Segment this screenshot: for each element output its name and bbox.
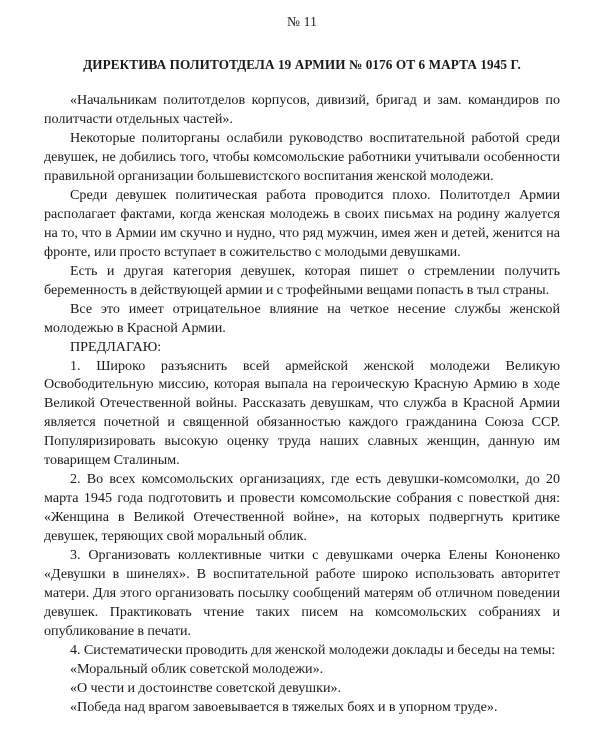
paragraph: 2. Во всех комсомольских организациях, где есть девушки-комсомолки, до 20 марта 1945 года подготовить и провести комсомольские собрания с повесткой дня: «Женщина в Великой Отечественной войне», на которых подвергнуть критике девушек, теряющих свой моральный облик.	[44, 471, 560, 545]
document-body	[44, 91, 560, 716]
paragraph-topic: «О чести и достоинстве советской девушки».	[70, 679, 342, 696]
paragraph: Некоторые политорганы ослабили руководство воспитательной работой среди девушек, не добились того, чтобы комсомольские работники учитывали особенности правильной организации большевистского воспитания женской молодежи.	[44, 130, 560, 184]
paragraph: Есть и другая категория девушек, которая пишет о стремлении получить беременность в действующей армии и с трофейными вещами попасть в тыл страны.	[44, 262, 560, 298]
paragraph: Все это имеет отрицательное влияние на четкое несение службы женской молодежью в Красной Армии.	[44, 300, 560, 336]
paragraph: 1. Широко разъяснить всей армейской женской молодежи Великую Освободительную миссию, которая выпала на героическую Красную Армию в ходе Великой Отечественной войны. Рассказать девушкам, что служба в Красной Армии является почетной и священной обязанностью каждого гражданина Союза ССР. Популяризировать высокую оценку труда наших славных женщин, данную им товарищем Сталиным.	[44, 357, 560, 469]
paragraph: 4. Систематически проводить для женской молодежи доклады и беседы на темы:	[70, 641, 556, 658]
paragraph: «Начальникам политотделов корпусов, дивизий, бригад и зам. командиров по политчасти отдельных частей».	[44, 92, 560, 128]
paragraph-topic: «Победа над врагом завоевывается в тяжелых боях и в упорном труде».	[70, 698, 498, 715]
document-title: ДИРЕКТИВА ПОЛИТОТДЕЛА 19 АРМИИ № 0176 ОТ 6 МАРТА 1945 Г.	[83, 57, 521, 72]
paragraph: Среди девушек политическая работа проводится плохо. Политотдел Армии располагает фактами, когда женская молодежь в своих письмах на родину жалуется на то, что в Армии им скучно и нудно, что ряд мужчин, имея жен и детей, женится на фронте, или просто вступает в сожительство с молодыми девушками.	[44, 186, 560, 260]
page-number: № 11	[286, 14, 318, 29]
paragraph-topic: «Моральный облик советской молодежи».	[70, 660, 324, 677]
paragraph-heading-propose: ПРЕДЛАГАЮ:	[70, 338, 162, 355]
paragraph: 3. Организовать коллективные читки с девушками очерка Елены Кононенко «Девушки в шинелях». В воспитательной работе широко использовать авторитет матери. Для этого организовать посылку сообщений матерям об отличном поведении девушек. Практиковать чтение таких писем на комсомольских собраниях и опубликование в печати.	[44, 547, 560, 639]
